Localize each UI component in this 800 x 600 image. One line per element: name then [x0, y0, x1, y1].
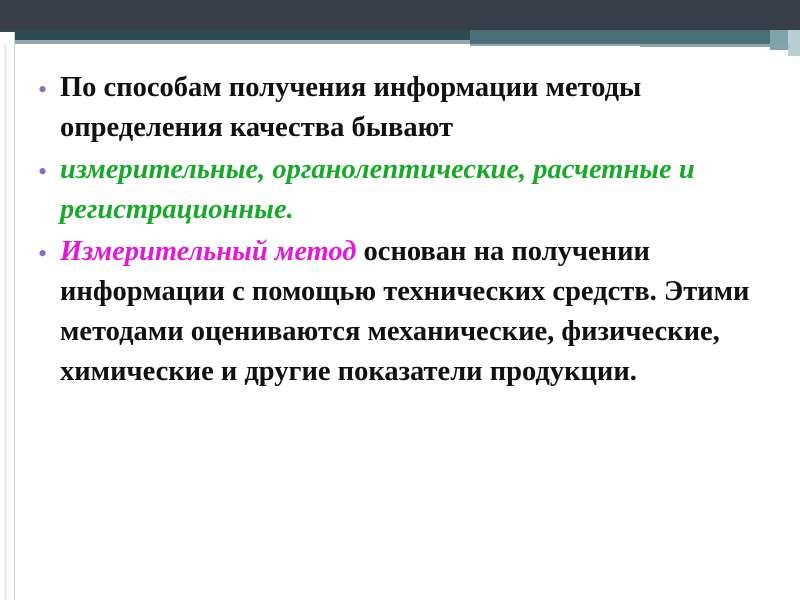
left-edge-accent-inner: [4, 44, 7, 600]
bullet-item: [38, 150, 768, 230]
header-band-dark: [0, 0, 800, 30]
bullet-marker-icon: •: [38, 239, 48, 268]
header-band-teal-mid: [470, 30, 770, 44]
bullet-text: основан на получении информации с помощью технических средств. Этими методами оцениваются механические, физические, химические и другие показатели продукции.: [60, 236, 750, 387]
bullet-marker-icon: •: [38, 75, 48, 104]
bullet-text: По способам получения информации методы определения качества бывают: [60, 72, 642, 143]
bullet-marker-icon: •: [38, 157, 48, 186]
left-edge-accent: [0, 32, 15, 600]
slide-body: [38, 68, 768, 394]
header-band-teal-light: [770, 30, 788, 50]
bullet-text-group: [60, 232, 768, 392]
header-band-shadow: [0, 40, 470, 44]
bullet-item: [38, 232, 768, 392]
header-band-hairline: [640, 46, 790, 47]
bullet-text-highlight: Измерительный метод: [60, 236, 357, 267]
header-band-teal: [0, 30, 470, 40]
bullet-text: измерительные, органолептические, расчетные и регистрационные.: [60, 154, 695, 225]
header-band-teal-xlight: [788, 30, 800, 56]
bullet-item: [38, 68, 768, 148]
